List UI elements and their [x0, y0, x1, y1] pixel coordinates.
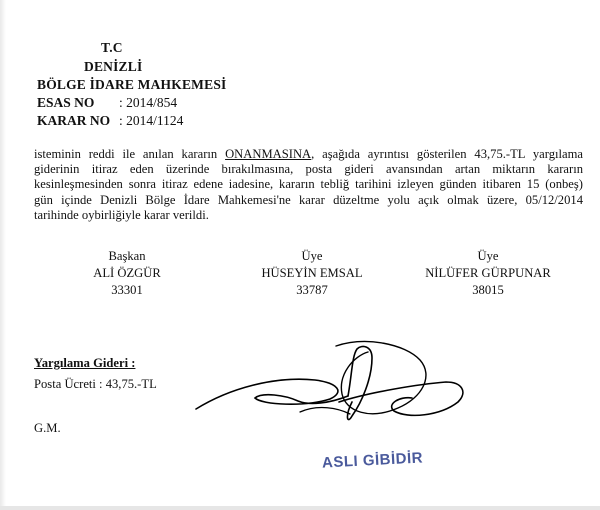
expenses-title: Yargılama Gideri :: [34, 356, 136, 370]
line1-start: isteminin reddi ile anılan kararın: [34, 147, 226, 161]
signatory-role: Üye: [477, 249, 499, 263]
paragraph-line-3: kesinleşmesinden sonra itiraz edene iadesine, kararın tebliğ tarihini izleyen günden itibaren 15 (onbeş): [34, 177, 583, 192]
signatory-name: HÜSEYİN EMSAL: [261, 266, 363, 280]
signatory-number: 38015: [472, 283, 504, 297]
signatory-role: Başkan: [108, 249, 146, 263]
signatory-role: Üye: [301, 249, 323, 263]
karar-label: KARAR NO: [37, 113, 111, 128]
signatory-number: 33301: [111, 283, 143, 297]
gm-initials: G.M.: [34, 421, 61, 435]
header-city: DENİZLİ: [84, 59, 143, 74]
karar-value: : 2014/1124: [119, 113, 184, 128]
line1-end: , aşağıda ayrıntısı gösterilen 43,75.-TL yargılama: [311, 147, 583, 161]
paragraph-line-5: tarihinde oybirliğiyle karar verildi.: [34, 207, 209, 222]
esas-value: : 2014/854: [119, 95, 178, 110]
signatory-number: 33787: [296, 283, 328, 297]
header-court: BÖLGE İDARE MAHKEMESİ: [37, 77, 227, 92]
paragraph-line-4: gün içinde Denizli Bölge İdare Mahkemesi'ne karar düzeltme yolu açık olmak üzere, 05/12/2014: [34, 192, 583, 207]
signatory-name: ALİ ÖZGÜR: [93, 266, 161, 280]
onanmasina-word: ONANMASINA: [225, 147, 312, 161]
paragraph-line-2: giderinin itiraz eden üzerinde bırakılmasına, posta gideri avansından artan miktarın kararın: [34, 162, 583, 177]
header-country: T.C: [101, 40, 123, 55]
postage-fee: Posta Ücreti : 43,75.-TL: [34, 377, 157, 391]
certified-copy-stamp: ASLI GİBİDİR: [321, 449, 424, 472]
esas-label: ESAS NO: [37, 95, 95, 110]
signatory-name: NİLÜFER GÜRPUNAR: [425, 266, 551, 280]
